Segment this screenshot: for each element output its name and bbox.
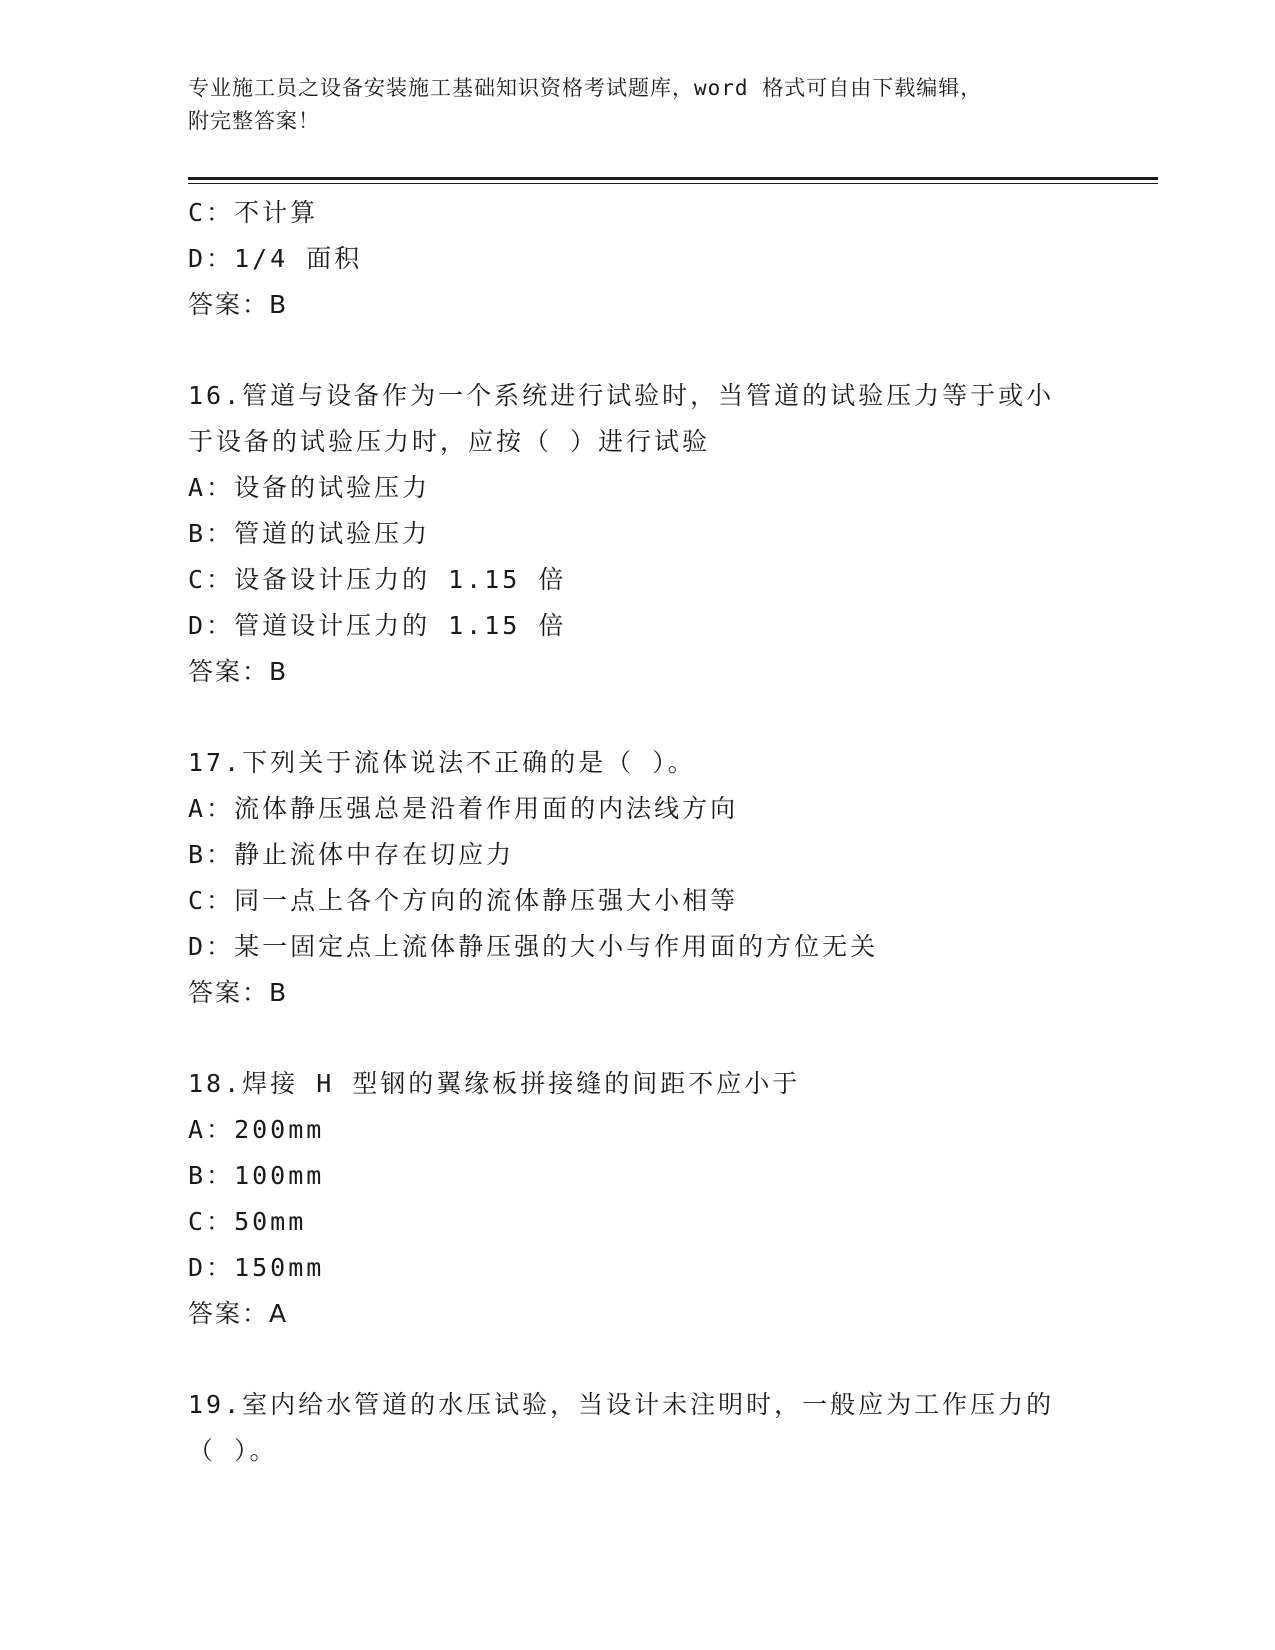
- option-c: [188, 190, 1088, 236]
- question-stem-line: 19.室内给水管道的水压试验，当设计未注明时，一般应为工作压力的: [188, 1390, 1055, 1419]
- option-b: [188, 511, 1088, 557]
- option-text: 50mm: [234, 1207, 307, 1236]
- option-label: B：: [188, 840, 235, 869]
- option-text: 流体静压强总是沿着作用面的内法线方向: [234, 794, 739, 823]
- option-label: A：: [188, 1115, 235, 1144]
- answer: 答案：B: [188, 657, 289, 686]
- answer: 答案：A: [188, 1299, 289, 1328]
- option-b: [188, 1153, 1088, 1199]
- option-label: C：: [188, 565, 235, 594]
- question-17: [188, 740, 1088, 1016]
- option-label: C：: [188, 198, 235, 227]
- option-text: 不计算: [234, 198, 319, 227]
- option-text: 200mm: [234, 1115, 325, 1144]
- question-stem-line: 于设备的试验压力时，应按（ ）进行试验: [188, 427, 711, 456]
- question-stem-line: 16.管道与设备作为一个系统进行试验时，当管道的试验压力等于或小: [188, 381, 1055, 410]
- option-d: [188, 1245, 1088, 1291]
- option-label: C：: [188, 886, 235, 915]
- question-stem-line: 17.下列关于流体说法不正确的是（ ）。: [188, 748, 696, 777]
- option-text: 150mm: [234, 1253, 325, 1282]
- question-18: [188, 1061, 1088, 1337]
- option-text: 设备设计压力的 1.15 倍: [234, 565, 567, 594]
- question-stem-line: （ ）。: [188, 1436, 278, 1465]
- header-line-1: 专业施工员之设备安装施工基础知识资格考试题库，word 格式可自由下载编辑，: [188, 76, 983, 100]
- option-a: [188, 465, 1088, 511]
- answer: 答案：B: [188, 978, 289, 1007]
- header-rule-thin: [188, 183, 1158, 184]
- option-label: B：: [188, 1161, 235, 1190]
- option-a: [188, 1107, 1088, 1153]
- header-line-2: 附完整答案！: [188, 109, 320, 133]
- option-label: A：: [188, 473, 235, 502]
- option-text: 管道的试验压力: [234, 519, 431, 548]
- option-a: [188, 786, 1088, 832]
- header-rule-thick: [188, 177, 1158, 180]
- option-c: [188, 557, 1088, 603]
- prev-question-options: [188, 190, 1088, 328]
- option-label: C：: [188, 1207, 235, 1236]
- document-header: [188, 72, 1068, 138]
- option-text: 静止流体中存在切应力: [234, 840, 515, 869]
- option-text: 某一固定点上流体静压强的大小与作用面的方位无关: [234, 932, 879, 961]
- option-d: [188, 924, 1088, 970]
- option-label: D：: [188, 244, 235, 273]
- option-text: 设备的试验压力: [234, 473, 431, 502]
- option-text: 同一点上各个方向的流体静压强大小相等: [234, 886, 739, 915]
- question-stem-line: 18.焊接 H 型钢的翼缘板拼接缝的间距不应小于: [188, 1069, 801, 1098]
- option-d: [188, 236, 1088, 282]
- option-c: [188, 878, 1088, 924]
- question-16: [188, 373, 1088, 695]
- option-label: D：: [188, 932, 235, 961]
- option-label: B：: [188, 519, 235, 548]
- option-text: 1/4 面积: [234, 244, 363, 273]
- question-19: [188, 1382, 1088, 1474]
- option-text: 100mm: [234, 1161, 325, 1190]
- option-text: 管道设计压力的 1.15 倍: [234, 611, 567, 640]
- option-label: D：: [188, 1253, 235, 1282]
- option-label: D：: [188, 611, 235, 640]
- option-c: [188, 1199, 1088, 1245]
- question-list: [188, 190, 1088, 1474]
- answer: 答案：B: [188, 290, 289, 319]
- option-label: A：: [188, 794, 235, 823]
- option-d: [188, 603, 1088, 649]
- option-b: [188, 832, 1088, 878]
